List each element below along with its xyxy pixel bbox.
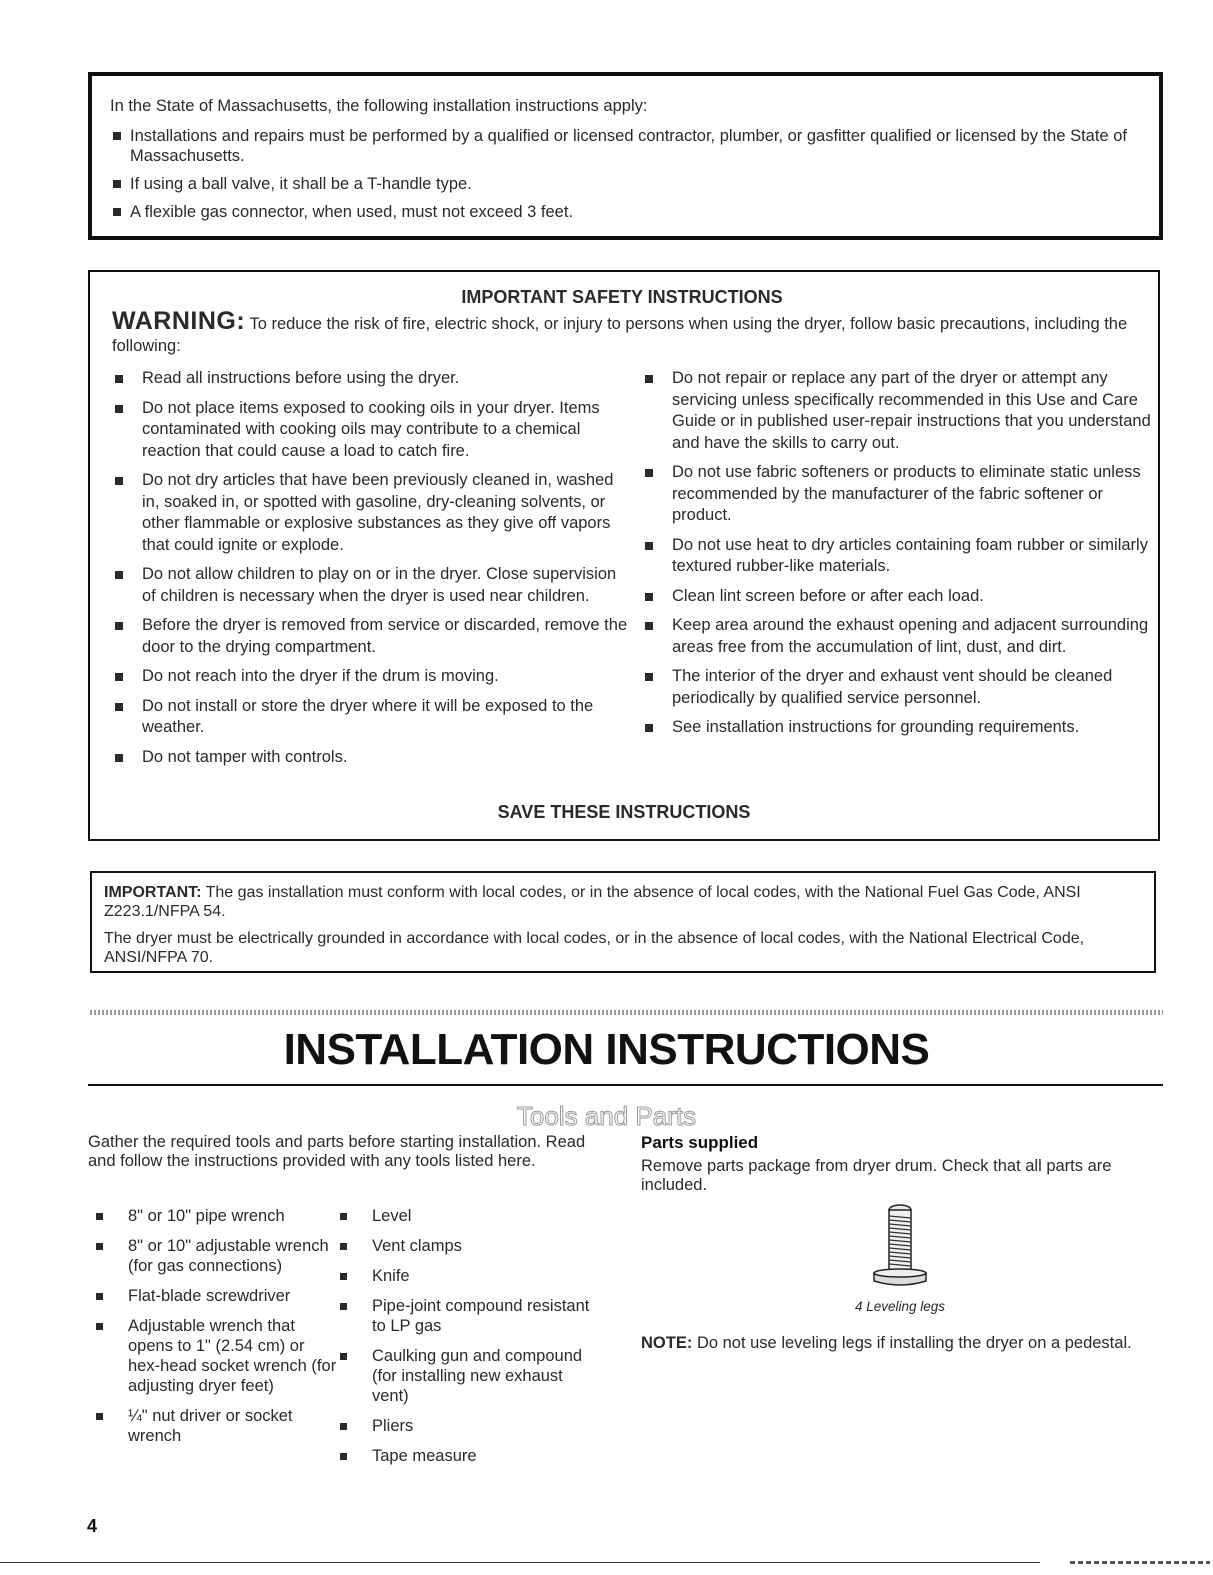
- save-instructions-footer: SAVE THESE INSTRUCTIONS: [497, 802, 751, 822]
- bullet-icon: [113, 208, 121, 216]
- list-item: Do not use heat to dry articles containing foam rubber or similarly textured rubber-like materials.: [642, 535, 1152, 578]
- list-item: Knife: [332, 1266, 602, 1286]
- list-item: Flat-blade screwdriver: [88, 1286, 338, 1306]
- list-item: ¼" nut driver or socket wrench: [88, 1406, 338, 1446]
- list-item: Adjustable wrench that opens to 1" (2.54 cm) or hex-head socket wrench (for adjusting dryer feet): [88, 1316, 338, 1396]
- bullet-icon: [645, 673, 653, 681]
- massachusetts-intro: In the State of Massachusetts, the following installation instructions apply:: [110, 97, 648, 115]
- dotted-divider: [90, 1010, 1163, 1015]
- list-item: Do not place items exposed to cooking oils in your dryer. Items contaminated with cooking oils may contribute to a chemical reaction that could cause a load to catch fire.: [112, 398, 632, 463]
- list-item: A flexible gas connector, when used, must not exceed 3 feet.: [110, 202, 1137, 222]
- bullet-icon: [113, 180, 121, 188]
- massachusetts-notice-box: [88, 72, 1163, 240]
- list-item: Do not reach into the dryer if the drum is moving.: [112, 666, 632, 688]
- list-item: Caulking gun and compound (for installing new exhaust vent): [332, 1346, 602, 1406]
- bullet-icon: [340, 1353, 347, 1360]
- list-item: Do not install or store the dryer where it will be exposed to the weather.: [112, 696, 632, 739]
- bullet-icon: [96, 1323, 103, 1330]
- safety-instructions-box: [88, 270, 1160, 841]
- tools-list-left: [88, 1206, 338, 1456]
- footer-dashes: [1070, 1561, 1210, 1564]
- bullet-icon: [340, 1213, 347, 1220]
- page-number: 4: [87, 1516, 98, 1536]
- warning-label: WARNING:: [112, 307, 246, 335]
- list-item: Vent clamps: [332, 1236, 602, 1256]
- bullet-icon: [645, 542, 653, 550]
- safety-right-column: [642, 368, 1152, 747]
- bullet-icon: [115, 571, 123, 579]
- important-label: IMPORTANT:: [104, 884, 202, 901]
- important-paragraph-1: IMPORTANT: The gas installation must conform with local codes, or in the absence of local codes, with the National Fuel Gas Code, ANSI Z223.1/NFPA 54.: [104, 884, 1081, 920]
- list-item: Do not dry articles that have been previously cleaned in, washed in, soaked in, or spotted with gasoline, dry-cleaning solvents, or other flammable or explosive substances as they give off vapors that could ignite or explode.: [112, 470, 632, 556]
- warning-paragraph: [112, 307, 1132, 357]
- list-item: 8" or 10" pipe wrench: [88, 1206, 338, 1226]
- leveling-leg-icon: [868, 1203, 932, 1291]
- tools-list-right: [332, 1206, 602, 1476]
- massachusetts-list: [110, 126, 1137, 222]
- bullet-icon: [645, 724, 653, 732]
- important-paragraph-2: The dryer must be electrically grounded in accordance with local codes, or in the absence of local codes, with the National Electrical Code, ANSI/NFPA 70.: [104, 930, 1085, 966]
- bullet-icon: [115, 673, 123, 681]
- note-paragraph: [641, 1334, 1141, 1353]
- gather-tools-paragraph: Gather the required tools and parts before starting installation. Read and follow the instructions provided with any tools listed here.: [88, 1133, 586, 1170]
- list-item: See installation instructions for grounding requirements.: [642, 717, 1152, 739]
- bullet-icon: [115, 622, 123, 630]
- parts-supplied-text: Remove parts package from dryer drum. Check that all parts are included.: [641, 1157, 1112, 1194]
- safety-heading: IMPORTANT SAFETY INSTRUCTIONS: [461, 287, 783, 307]
- bullet-icon: [645, 375, 653, 383]
- note-text: Do not use leveling legs if installing the dryer on a pedestal.: [696, 1334, 1132, 1352]
- bullet-icon: [115, 703, 123, 711]
- important-notice-box: [90, 871, 1156, 973]
- note-label: NOTE:: [641, 1334, 693, 1352]
- list-item: Do not use fabric softeners or products to eliminate static unless recommended by the manufacturer of the fabric softener or product.: [642, 462, 1152, 527]
- safety-left-column: [112, 368, 632, 776]
- leveling-legs-caption: 4 Leveling legs: [854, 1299, 946, 1314]
- parts-supplied-heading: Parts supplied: [641, 1133, 759, 1152]
- bullet-icon: [96, 1213, 103, 1220]
- bullet-icon: [115, 754, 123, 762]
- list-item: 8" or 10" adjustable wrench (for gas connections): [88, 1236, 338, 1276]
- list-item: If using a ball valve, it shall be a T-handle type.: [110, 174, 1137, 194]
- list-item: Before the dryer is removed from service or discarded, remove the door to the drying compartment.: [112, 615, 632, 658]
- bullet-icon: [645, 593, 653, 601]
- bullet-icon: [340, 1273, 347, 1280]
- bullet-icon: [340, 1243, 347, 1250]
- list-item: Pipe-joint compound resistant to LP gas: [332, 1296, 602, 1336]
- list-item: Do not tamper with controls.: [112, 747, 632, 769]
- bullet-icon: [96, 1243, 103, 1250]
- list-item: Installations and repairs must be performed by a qualified or licensed contractor, plumber, or gasfitter qualified or licensed by the State of Massachusetts.: [110, 126, 1137, 166]
- bullet-icon: [96, 1413, 103, 1420]
- bullet-icon: [115, 405, 123, 413]
- list-item: Pliers: [332, 1416, 602, 1436]
- list-item: Read all instructions before using the dryer.: [112, 368, 632, 390]
- bullet-icon: [645, 469, 653, 477]
- list-item: Keep area around the exhaust opening and adjacent surrounding areas free from the accumulation of lint, dust, and dirt.: [642, 615, 1152, 658]
- bullet-icon: [340, 1303, 347, 1310]
- list-item: Level: [332, 1206, 602, 1226]
- bullet-icon: [340, 1423, 347, 1430]
- bullet-icon: [645, 622, 653, 630]
- bullet-icon: [96, 1293, 103, 1300]
- bullet-icon: [340, 1453, 347, 1460]
- title-rule: [88, 1084, 1163, 1086]
- footer-rule: [0, 1562, 1040, 1563]
- list-item: Do not repair or replace any part of the dryer or attempt any servicing unless specifically recommended in this Use and Care Guide or in published user-repair instructions that you understand and have the skills to carry out.: [642, 368, 1152, 454]
- list-item: Do not allow children to play on or in the dryer. Close supervision of children is necessary when the dryer is used near children.: [112, 564, 632, 607]
- page-title: INSTALLATION INSTRUCTIONS: [283, 1025, 930, 1074]
- bullet-icon: [115, 375, 123, 383]
- list-item: Tape measure: [332, 1446, 602, 1466]
- section-heading: Tools and Parts: [516, 1101, 697, 1131]
- warning-text: To reduce the risk of fire, electric shock, or injury to persons when using the dryer, follow basic precautions, including the following:: [112, 315, 1128, 355]
- list-item: The interior of the dryer and exhaust vent should be cleaned periodically by qualified service personnel.: [642, 666, 1152, 709]
- list-item: Clean lint screen before or after each load.: [642, 586, 1152, 608]
- bullet-icon: [113, 132, 121, 140]
- bullet-icon: [115, 477, 123, 485]
